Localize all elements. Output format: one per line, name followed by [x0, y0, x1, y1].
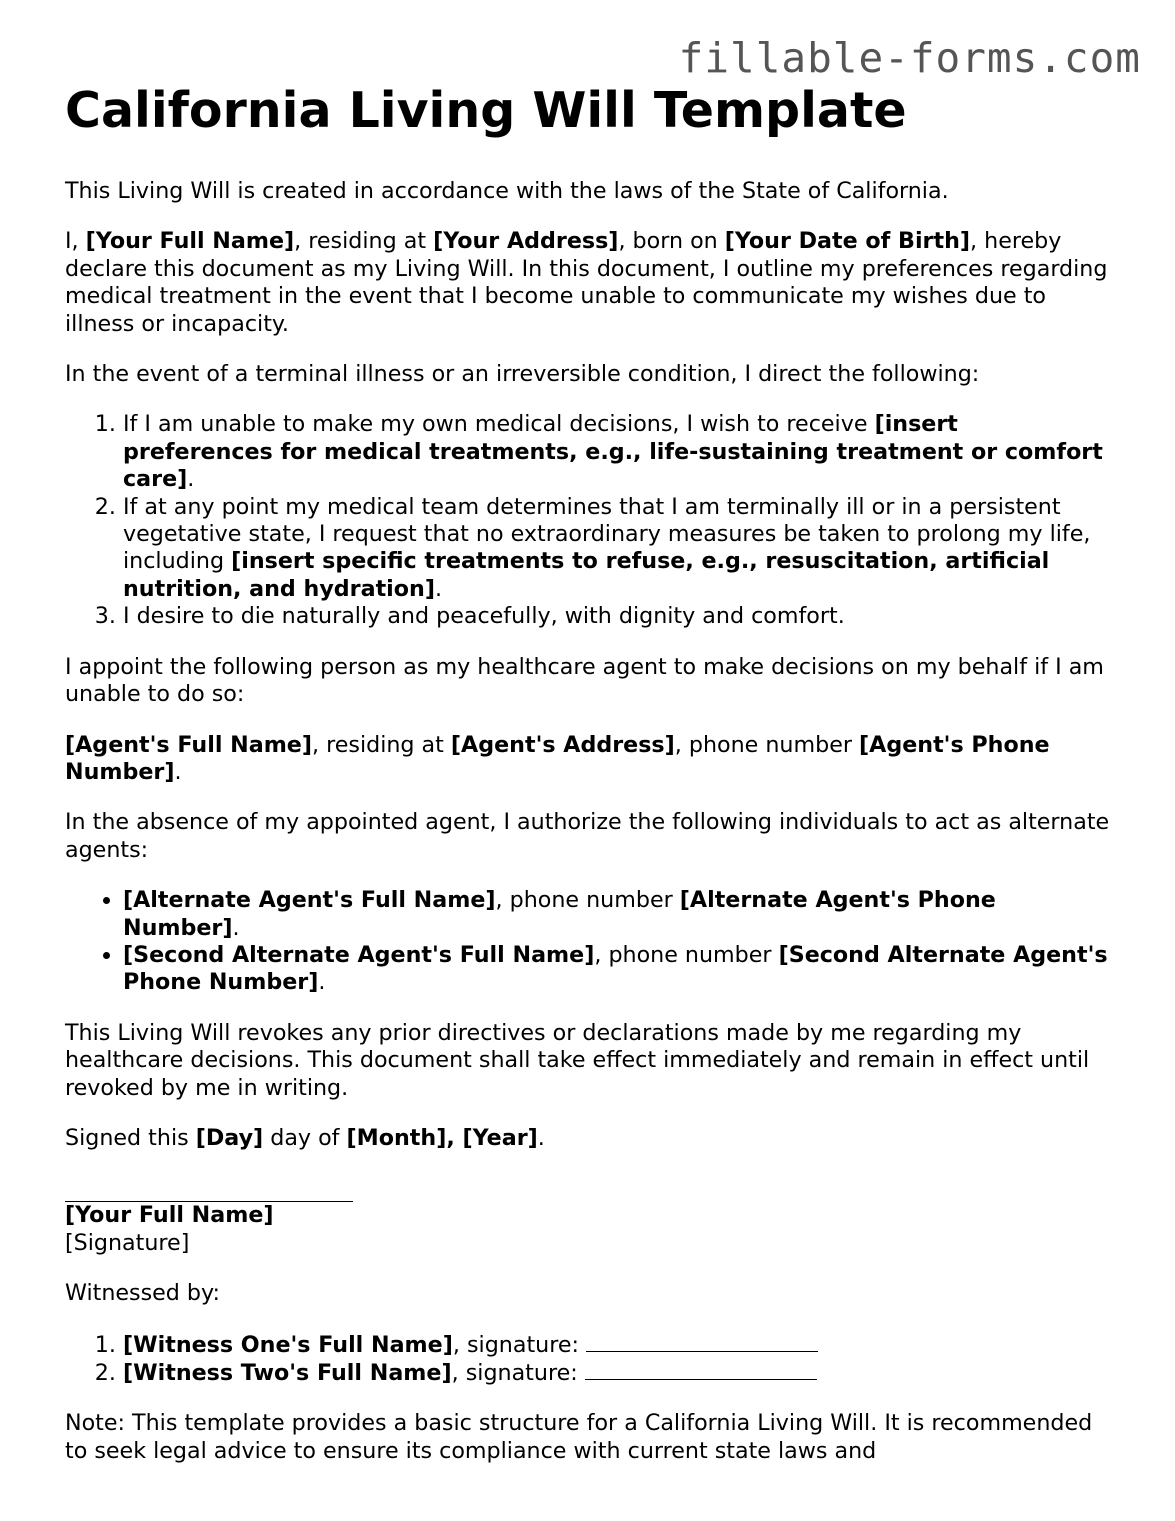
witness-signature-line[interactable] — [586, 1331, 818, 1352]
agent-text: , residing at — [312, 731, 451, 758]
witness-intro: Witnessed by: — [65, 1280, 221, 1307]
witness-item — [123, 1331, 1110, 1359]
directive-text: If at any point my medical team determines that I am terminally ill or in a persistent vegetative state, I request that no extraordinary measures be taken to prolong my life, including — [123, 493, 1091, 575]
watermark: fillable-forms.com — [678, 34, 1141, 82]
witness-item — [123, 1359, 1110, 1387]
month-year-placeholder: [Month], [Year] — [346, 1124, 538, 1151]
intro-paragraph: This Living Will is created in accordance with the laws of the State of California. — [65, 178, 949, 204]
agent-text: , phone number — [674, 731, 860, 758]
agent-details — [65, 732, 1110, 787]
declaration-text: , residing at — [294, 228, 434, 255]
alternate-name-placeholder: [Alternate Agent's Full Name] — [123, 887, 496, 914]
signature-label: [Signature] — [65, 1229, 190, 1256]
alternate-name-placeholder: [Second Alternate Agent's Full Name] — [123, 941, 595, 968]
revocation-paragraph: This Living Will revokes any prior directives or declarations made by me regarding my healthcare decisions. This document shall take effect immediately and remain in effect until revoked by me in writing. — [65, 1019, 1090, 1101]
signature-block — [65, 1175, 1110, 1257]
agent-text: . — [174, 758, 182, 785]
day-placeholder: [Day] — [195, 1124, 264, 1151]
signed-text: Signed this — [65, 1124, 196, 1151]
document — [65, 84, 1110, 1488]
alternate-text: , phone number — [594, 941, 779, 968]
signed-text: day of — [263, 1124, 347, 1151]
witness-signature-line[interactable] — [585, 1359, 817, 1380]
signed-date — [65, 1125, 1110, 1152]
directive-item — [123, 494, 1110, 604]
alternate-item — [123, 942, 1110, 997]
declarant-address-placeholder: [Your Address] — [433, 228, 619, 255]
signature-line[interactable] — [65, 1175, 353, 1202]
signer-name-placeholder: [Your Full Name] — [65, 1202, 274, 1229]
directive-placeholder: [insert specific treatments to refuse, e.g., resuscitation, artificial nutrition, and hydration] — [123, 548, 1050, 602]
page-title: California Living Will Template — [65, 82, 907, 139]
declaration-text: , hereby declare this document as my Living Will. In this document, I outline my preferences regarding medical treatment in the event that I become unable to communicate my wishes due to illness or incapacity. — [65, 228, 1108, 337]
directive-end: . — [434, 575, 443, 602]
alternate-phone-placeholder: [Alternate Agent's Phone Number] — [123, 887, 996, 941]
signer-name — [65, 1202, 1110, 1229]
declaration-paragraph — [65, 228, 1110, 338]
signed-text: . — [537, 1124, 545, 1151]
directive-end: . — [187, 466, 195, 493]
directive-item — [123, 411, 1110, 493]
alternate-item — [123, 887, 1110, 942]
directive-item — [123, 603, 1110, 630]
alternate-intro: In the absence of my appointed agent, I authorize the following individuals to act as alternate agents: — [65, 809, 1110, 863]
alternates-list — [65, 887, 1110, 997]
agent-name-placeholder: [Agent's Full Name] — [65, 731, 312, 758]
declarant-dob-placeholder: [Your Date of Birth] — [724, 228, 971, 255]
declaration-text: , born on — [618, 228, 725, 255]
agent-address-placeholder: [Agent's Address] — [450, 731, 675, 758]
alternate-text: . — [318, 969, 326, 996]
direction-intro: In the event of a terminal illness or an irreversible condition, I direct the following: — [65, 361, 980, 388]
witness-name-placeholder: [Witness Two's Full Name] — [123, 1360, 452, 1386]
witness-name-placeholder: [Witness One's Full Name] — [123, 1331, 453, 1358]
agent-intro: I appoint the following person as my healthcare agent to make decisions on my behalf if I am unable to do so: — [65, 653, 1104, 708]
alternate-phone-placeholder: [Second Alternate Agent's Phone Number] — [123, 941, 1108, 996]
agent-phone-placeholder: [Agent's Phone Number] — [65, 731, 1050, 785]
alternate-text: . — [232, 914, 240, 941]
directive-placeholder: [insert preferences for medical treatments, e.g., life-sustaining treatment or comfort care] — [123, 411, 1103, 493]
witness-list — [65, 1331, 1110, 1388]
witness-signature-label: , signature: — [451, 1360, 585, 1386]
witness-signature-label: , signature: — [452, 1331, 587, 1358]
directives-list — [65, 411, 1110, 630]
declarant-name-placeholder: [Your Full Name] — [85, 228, 295, 255]
directive-text: I desire to die naturally and peacefully, with dignity and comfort. — [123, 603, 845, 630]
note-paragraph: Note: This template provides a basic structure for a California Living Will. It is recommended to seek legal advice to ensure its compliance with current state laws and — [65, 1410, 1093, 1464]
directive-text: If I am unable to make my own medical decisions, I wish to receive — [123, 411, 875, 438]
alternate-text: , phone number — [495, 887, 680, 914]
declaration-text: I, — [65, 228, 86, 255]
